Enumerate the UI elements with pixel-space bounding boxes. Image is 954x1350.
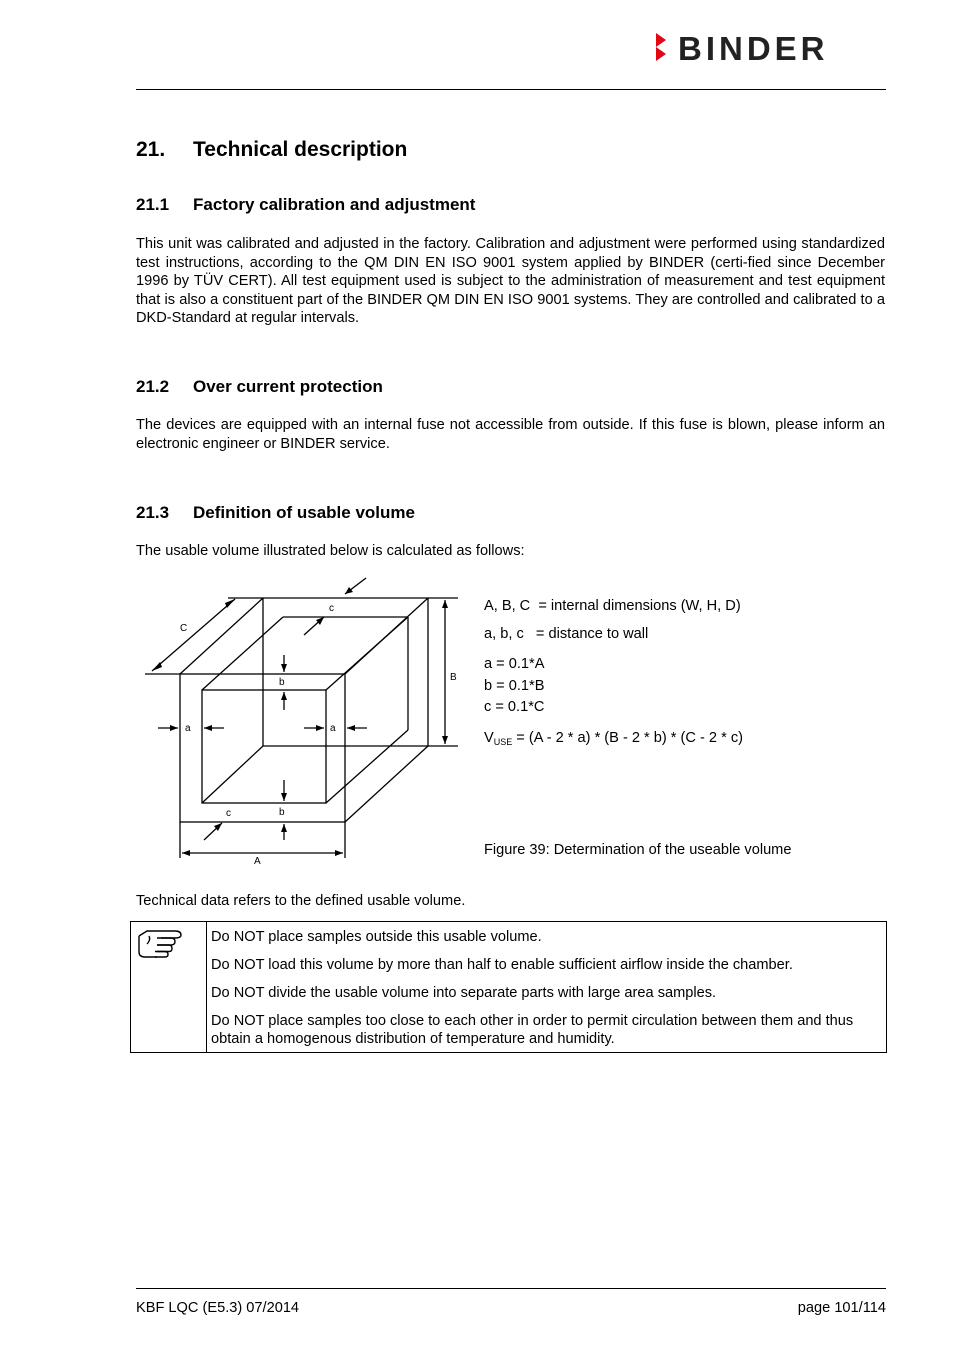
section-heading-21-1: 21.1 Factory calibration and adjustment xyxy=(136,195,476,214)
note-item: Do NOT place samples too close to each other in order to permit circulation between them and thus obtain a homogenous distribution of temperature and humidity. xyxy=(211,1013,854,1047)
legend-a: a = 0.1*A xyxy=(484,656,545,672)
legend-formula: $V_{USE} = (A - 2 * a) * (B - 2 * b) * (C - 2 * c)$ xyxy=(484,730,743,747)
label-c-bottom: c xyxy=(226,808,231,819)
section-text-21-1: This unit was calibrated and adjusted in the factory. Calibration and adjustment were performed using standardized test instructions, according to the QM DIN EN ISO 9001 system applied by BINDER (certi-fied since December 1996 by TÜV CERT). All test equipment used is subject to the administration of measurement and test equipment that is also a constituent part of the BINDER QM DIN EN ISO 9001 systems. They are controlled and calibrated to a DKD-Standard at regular intervals. xyxy=(136,236,885,326)
legend-c: c = 0.1*C xyxy=(484,699,545,715)
label-a-right: a xyxy=(330,723,336,734)
label-A: A xyxy=(254,856,261,867)
pointing-hand-icon xyxy=(137,926,185,966)
label-C: C xyxy=(180,623,188,634)
legend-distance: a, b, c = distance to wall xyxy=(484,626,649,642)
footer-doc-id: KBF LQC (E5.3) 07/2014 xyxy=(136,1300,300,1316)
section-heading-21-3: 21.3 Definition of usable volume xyxy=(136,503,415,522)
legend-dimensions: A, B, C = internal dimensions (W, H, D) xyxy=(484,598,741,614)
logo-text: BINDER xyxy=(678,30,829,64)
label-b-bottom: b xyxy=(279,807,285,818)
label-a-left: a xyxy=(185,723,191,734)
label-c-top: c xyxy=(329,603,334,614)
note-item: Do NOT place samples outside this usable volume. xyxy=(211,929,542,945)
usable-volume-diagram xyxy=(140,570,470,870)
footer-page-number: page 101/114 xyxy=(797,1300,886,1316)
logo-arrow-icon xyxy=(656,33,666,47)
label-B: B xyxy=(450,672,457,683)
chapter-title: 21. Technical description xyxy=(136,138,408,161)
binder-logo xyxy=(654,30,886,64)
section-text-21-3: The usable volume illustrated below is calculated as follows: xyxy=(136,543,525,559)
usable-volume-note: Technical data refers to the defined usable volume. xyxy=(136,893,466,909)
section-heading-21-2: 21.2 Over current protection xyxy=(136,377,383,396)
note-item: Do NOT divide the usable volume into separate parts with large area samples. xyxy=(211,985,717,1001)
note-item: Do NOT load this volume by more than half to enable sufficient airflow inside the chamber. xyxy=(211,957,793,973)
footer-divider xyxy=(136,1288,886,1289)
section-text-21-2: The devices are equipped with an internal fuse not accessible from outside. If this fuse is blown, please inform an electronic engineer or BINDER service. xyxy=(136,417,885,452)
figure-caption: Figure 39: Determination of the useable volume xyxy=(484,842,792,858)
notes-table xyxy=(130,921,887,1053)
legend-b: b = 0.1*B xyxy=(484,678,545,694)
header-divider xyxy=(136,89,886,90)
note-icon-cell xyxy=(131,922,207,1052)
label-b-top: b xyxy=(279,677,285,688)
